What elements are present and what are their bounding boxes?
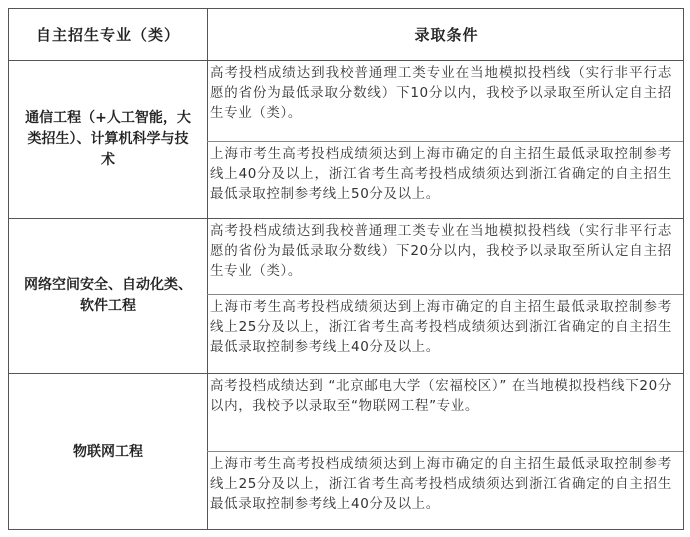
condition-text: 高考投档成绩达到我校普通理工类专业在当地模拟投档线（实行非平行志愿的省份为最低录取分数线）下10分以内，我校予以录取至所认定自主招生专业（类）。 <box>210 65 672 121</box>
condition-text: 上海市考生高考投档成绩须达到上海市确定的自主招生最低录取控制参考线上40分及以上，浙江省考生高考投档成绩须达到浙江省确定的自主招生最低录取控制参考线上50分及以上。 <box>210 146 672 202</box>
condition-text: 高考投档成绩达到我校普通理工类专业在当地模拟投档线（实行非平行志愿的省份为最低录取分数线）下20分以内，我校予以录取至所认定自主招生专业（类）。 <box>210 223 672 279</box>
condition-text: 上海市考生高考投档成绩须达到上海市确定的自主招生最低录取控制参考线上25分及以上，浙江省考生高考投档成绩须达到浙江省确定的自主招生最低录取控制参考线上40分及以上。 <box>210 299 672 355</box>
condition-text: 高考投档成绩达到 “北京邮电大学（宏福校区）” 在当地模拟投档线下20分以内，我校予以录取至“物联网工程”专业。 <box>210 378 672 414</box>
major-cell: 网络空间安全、自动化类、软件工程 <box>24 277 192 314</box>
major-cell: 通信工程（+人工智能，大类招生）、计算机科学与技术 <box>25 110 191 168</box>
admission-table <box>8 8 684 530</box>
header-major: 自主招生专业（类） <box>35 26 180 44</box>
row-divider <box>207 141 683 142</box>
row-divider <box>207 294 683 295</box>
condition-text: 上海市考生高考投档成绩须达到上海市确定的自主招生最低录取控制参考线上25分及以上，浙江省考生高考投档成绩须达到浙江省确定的自主招生最低录取控制参考线上40分及以上。 <box>210 456 672 512</box>
major-cell: 物联网工程 <box>73 443 143 460</box>
row-divider <box>207 451 683 452</box>
header-conditions: 录取条件 <box>414 26 479 44</box>
